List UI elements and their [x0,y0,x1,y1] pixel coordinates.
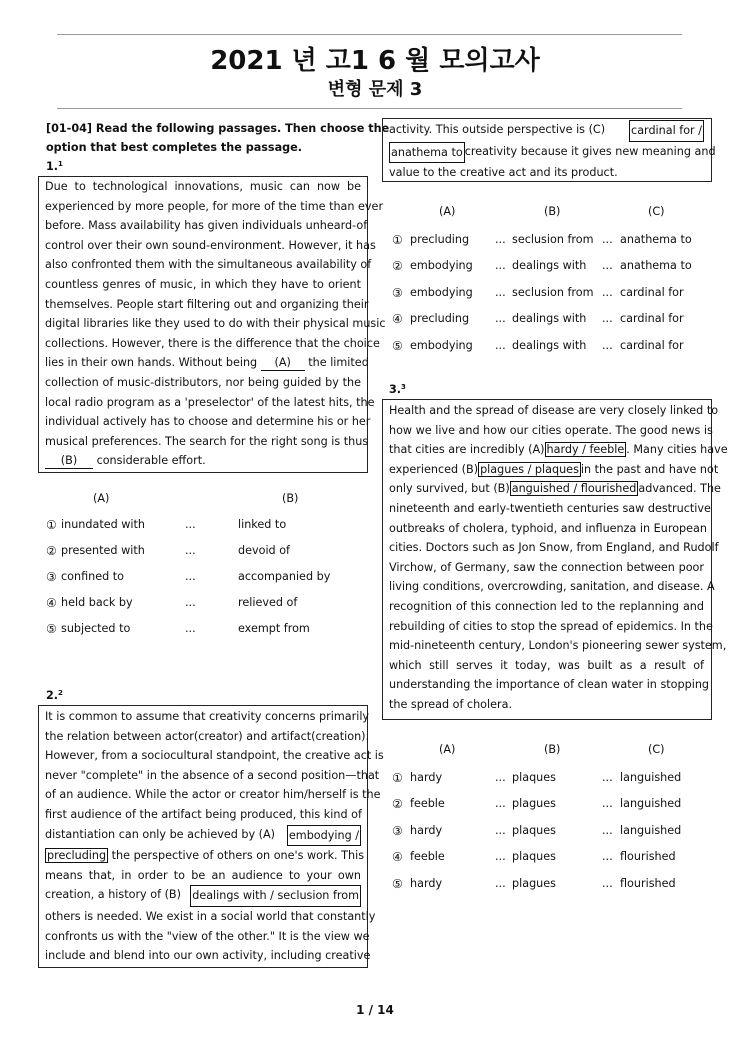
passage-line: individual actively has to choose and determine his or her [45,415,371,429]
instructions-line-1: [01-04] Read the following passages. Then choose the [46,122,390,135]
passage-line: collection of music-distributors, nor being guided by the [45,375,361,389]
passage-line: the spread of cholera. [389,697,513,711]
question-1-passage [45,177,386,471]
question-3-passage [389,401,728,715]
footnote-ref-3: 3 [401,383,406,391]
passage-line: anathema to creativity because it gives new meaning and [389,142,704,164]
page-number: 1 / 14 [356,1003,394,1017]
passage-line: outbreaks of cholera, typhoid, and influenza in European [389,521,707,535]
passage-line: value to the creative act and its product. [389,166,618,180]
page-subtitle: 변형 문제 3 [327,79,423,100]
passage-line: first audience of the artifact being produced, this kind of [45,807,362,821]
passage-line: It is common to assume that creativity concerns primarily [45,710,370,723]
passage-line: never "complete" in the absence of a second position—that [45,768,380,782]
header-bottom-rule [57,108,682,109]
options-header-b: (B) [544,205,561,218]
passage-line: local radio program as a 'preselector' of the latest hits, the [45,395,375,409]
choice-box-b: dealings with / seclusion from [190,885,361,907]
footnote-ref-1: 1 [58,160,63,168]
instructions-line-2: option that best completes the passage. [46,141,302,154]
options-header-a: (A) [93,492,110,505]
passage-line: include and blend into our own activity, including creative [45,949,371,963]
question-2-continuation [389,120,716,183]
passage-line: that cities are incredibly (A) hardy / feeble . Many cities have [389,443,728,457]
passage-line: Due to technological innovations, music can now be [45,180,361,193]
passage-line: themselves. People start filtering out and organizing their [45,297,369,311]
option-number: ④ [46,596,57,610]
options-header-a: (A) [439,743,456,756]
option-number: ③ [392,286,403,300]
passage-line: the relation between actor(creator) and artifact(creation). [45,729,370,743]
passage-line: Health and the spread of disease are very closely linked to [389,404,719,417]
choice-box-c-part1: cardinal for / [629,120,704,142]
footnote-ref-2: 2 [58,689,63,697]
passage-line: also confronted them with the simultaneous availability of [45,258,372,272]
passage-line: digital libraries like they used to do with their physical music [45,317,386,331]
question-2-passage [45,707,384,966]
option-number: ③ [46,570,57,584]
passage-line: before. Mass availability has given individuals unheard-of [45,219,368,233]
passage-line: Virchow, of Germany, saw the connection between poor [389,560,704,574]
passage-line: of an audience. While the actor or creator him/herself is the [45,788,381,802]
passage-line: cities. Doctors such as Jon Snow, from England, and Rudolf [389,541,719,555]
passage-line: nineteenth and early-twentieth centuries saw destructive [389,501,711,515]
option-number: ④ [392,312,403,326]
passage-line: confronts us with the "view of the other." It is the view we [45,929,370,943]
passage-line: which still serves it today, was built as a result of [389,658,704,672]
option-number: ⑤ [46,622,57,636]
options-header-b: (B) [544,743,561,756]
choice-box-c: anguished / flourished [511,482,637,496]
passage-line: others is needed. We exist in a social world that constantly [45,909,376,923]
option-number: ① [392,771,403,785]
question-2-number: 2.$^2$ [46,689,63,702]
choice-box-b: plagues / plaques [480,462,579,476]
choice-box-c-part2: anathema to [389,142,465,164]
header-top-rule [57,34,682,35]
option-number: ② [392,259,403,273]
passage-line: means that, in order to be an audience to your own [45,868,361,882]
passage-line: understanding the importance of clean water in stopping [389,678,710,692]
option-number: ⑤ [392,877,403,891]
option-number: ② [46,544,57,558]
passage-line: collections. However, there is the difference that the choice [45,336,380,350]
options-header-c: (C) [648,205,665,218]
question-1-number: 1.$^1$ [46,160,63,173]
passage-line: countless genres of music, in which they have to orient [45,277,361,291]
option-number: ① [392,233,403,247]
passage-line: distantiation can only be achieved by (A) embodying / [45,825,361,847]
option-number: ② [392,797,403,811]
question-3-number: 3.$^3$ [389,383,406,396]
choice-box-a-part2: precluding [47,849,107,863]
passage-line: control over their own sound-environment. However, it has [45,238,376,252]
options-header-c: (C) [648,743,665,756]
passage-line: However, from a sociocultural standpoint, the creative act is [45,749,384,763]
passage-line: musical preferences. The search for the right song is thus [45,434,369,448]
options-header-a: (A) [439,205,456,218]
option-number: ① [46,518,57,532]
passage-line: living conditions, overcrowding, sanitation, and disease. A [389,580,715,594]
option-number: ③ [392,824,403,838]
passage-line: precluding the perspective of others on one's work. This [47,849,365,863]
passage-line: lies in their own hands. Without being (A) the limited [45,356,369,370]
passage-line: activity. This outside perspective is (C) cardinal for / [389,120,704,142]
blank-b: (B) [45,453,93,469]
passage-line: experienced by more people, for more of the time than ever [45,199,384,213]
passage-line: creation, a history of (B) dealings with / seclusion from [45,885,361,907]
instructions [46,119,390,157]
option-number: ④ [392,850,403,864]
choice-box-a: hardy / feeble [546,443,625,457]
choice-box-a-part1: embodying / [287,825,361,847]
page-title: 2021 년 고1 6 월 모의고사 [210,46,540,76]
passage-line: experienced (B) plagues / plaques in the past and have not [389,462,719,476]
passage-line: rebuilding of cities to stop the spread of epidemics. In the [389,619,713,633]
option-number: ⑤ [392,339,403,353]
passage-line: mid-nineteenth century, London's pioneering sewer system, [389,639,727,653]
passage-line: how we live and how our cities operate. The good news is [389,423,713,437]
passage-line: (B) considerable effort. [45,451,361,471]
blank-a: (A) [261,355,305,371]
passage-line: recognition of this connection led to the replanning and [389,599,704,613]
passage-line: only survived, but (B) anguished / flourished advanced. The [389,482,721,496]
options-header-b: (B) [282,492,299,505]
